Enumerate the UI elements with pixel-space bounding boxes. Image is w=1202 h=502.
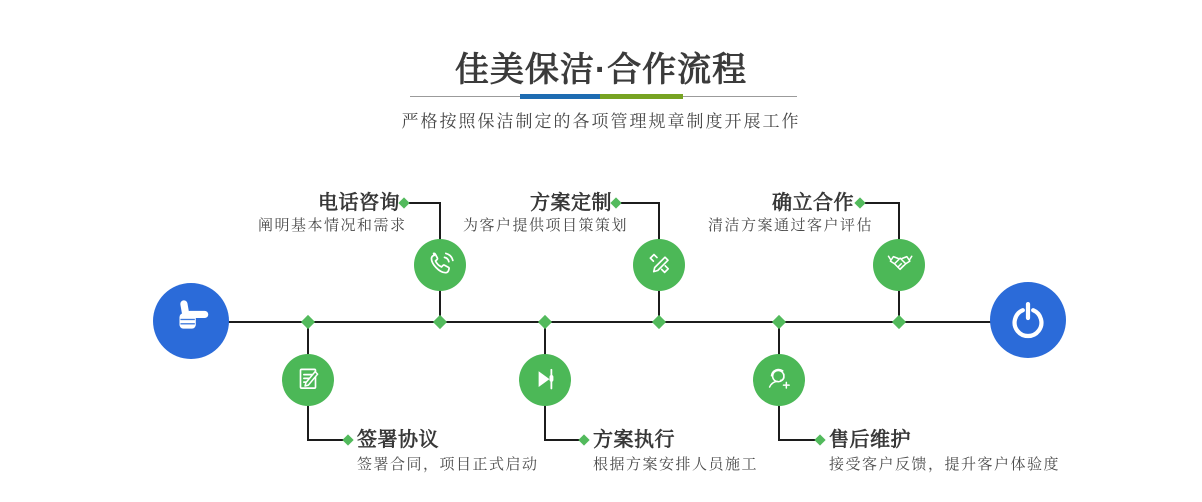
pencil-design-icon [641, 245, 677, 286]
step-desc-plan-design: 为客户提供项目策策划 [463, 217, 629, 234]
step-desc-plan-execution: 根据方案安排人员施工 [593, 456, 759, 473]
connector-elbow [544, 439, 580, 441]
separator-blue-segment [520, 94, 600, 99]
timeline-node-diamond [892, 315, 906, 329]
step-desc-after-sales: 接受客户反馈，提升客户体验度 [829, 456, 1061, 473]
sign-document-icon [290, 360, 326, 401]
timeline-node-diamond [433, 315, 447, 329]
step-circle-confirm-cooperation [873, 239, 925, 291]
connector-elbow [409, 202, 441, 204]
timeline-node-diamond [538, 315, 552, 329]
label-diamond [578, 434, 589, 445]
label-diamond [610, 197, 621, 208]
timeline-node-diamond [652, 315, 666, 329]
step-desc-sign-agreement: 签署合同，项目正式启动 [357, 456, 539, 473]
step-title-plan-design: 方案定制 [530, 192, 612, 214]
page-subtitle: 严格按照保洁制定的各项管理规章制度开展工作 [401, 112, 801, 131]
label-diamond [342, 434, 353, 445]
play-slider-icon [527, 360, 563, 401]
step-circle-plan-design [633, 239, 685, 291]
power-icon [1005, 295, 1051, 346]
title-separator [410, 96, 797, 97]
timeline-node-diamond [772, 315, 786, 329]
step-title-confirm-cooperation: 确立合作 [772, 192, 854, 214]
timeline-start-node [153, 283, 229, 359]
step-title-sign-agreement: 签署协议 [357, 429, 439, 451]
step-desc-phone-consult: 阐明基本情况和需求 [258, 217, 407, 234]
connector-elbow [865, 202, 900, 204]
step-circle-after-sales [753, 354, 805, 406]
pointing-hand-icon [168, 296, 214, 347]
step-circle-sign-agreement [282, 354, 334, 406]
phone-icon [422, 245, 458, 286]
label-diamond [398, 197, 409, 208]
step-title-plan-execution: 方案执行 [593, 429, 675, 451]
timeline-end-node [990, 282, 1066, 358]
connector-elbow [778, 439, 816, 441]
label-diamond [814, 434, 825, 445]
step-title-phone-consult: 电话咨询 [318, 192, 400, 214]
timeline-node-diamond [301, 315, 315, 329]
step-desc-confirm-cooperation: 清洁方案通过客户评估 [708, 217, 874, 234]
customer-service-icon [761, 360, 797, 401]
handshake-icon [881, 245, 917, 286]
separator-green-segment [600, 94, 683, 99]
step-circle-plan-execution [519, 354, 571, 406]
connector-elbow [307, 439, 344, 441]
step-title-after-sales: 售后维护 [829, 429, 911, 451]
page-title: 佳美保洁·合作流程 [454, 51, 748, 89]
label-diamond [854, 197, 865, 208]
step-circle-phone-consult [414, 239, 466, 291]
connector-elbow [621, 202, 660, 204]
